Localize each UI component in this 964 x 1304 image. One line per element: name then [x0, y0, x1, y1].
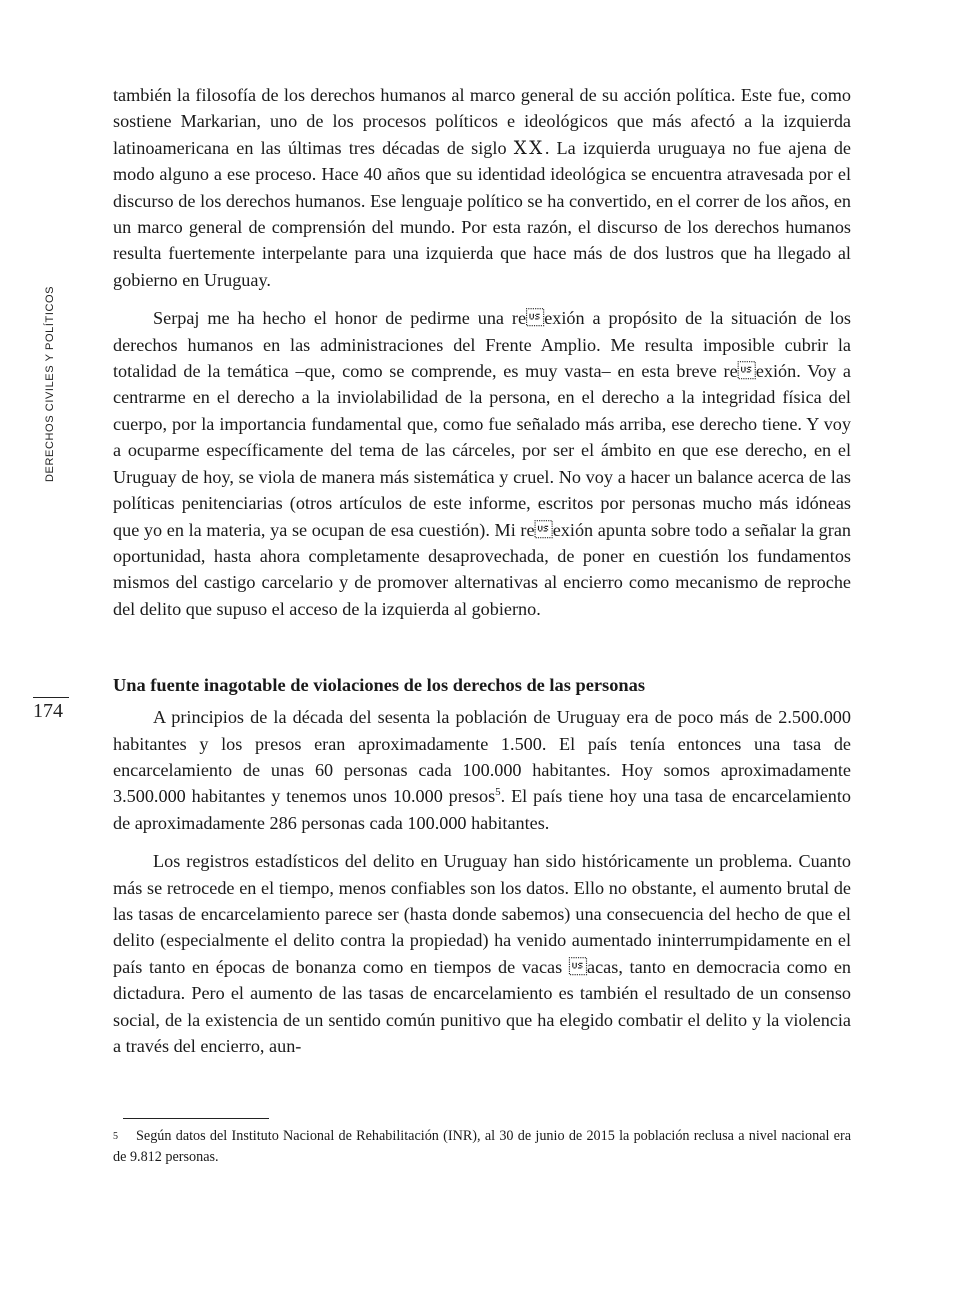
paragraph-3	[113, 704, 851, 836]
section-running-head: DERECHOS CIVILES Y POLÍTICOS	[44, 285, 56, 482]
paragraph-1: también la filosofía de los derechos humanos al marco general de su acción política. Este fue, como sostiene Markarian, uno de los procesos políticos e ideológicos que más afectó a la izquierda latinoamericana en las últimas tres décadas de siglo ⅩⅩ. La izquierda uruguaya no fue ajena de modo alguno a ese proceso. Hace 40 años que su identidad ideológica se encuentra atravesada por el discurso de los derechos humanos. Ese lenguaje político se ha convertido, en el correr de los años, en un marco general de comprensión del mundo. Por esta razón, el discurso de los derechos humanos resulta fuertemente interpelante para una izquierda que hace más de dos lustros que ha llegado al gobierno en Uruguay.	[113, 85, 851, 290]
section-heading: Una fuente inagotable de violaciones de los derechos de las personas	[113, 675, 645, 696]
footnote-text: Según datos del Instituto Nacional de Rehabilitación (INR), al 30 de junio de 2015 la población reclusa a nivel nacional era de 9.812 personas.	[113, 1128, 851, 1165]
footnote-divider	[123, 1118, 269, 1119]
body-text	[113, 82, 851, 1059]
footnote-marker: 5	[113, 1131, 118, 1142]
paragraph-3-text-b: . El país tiene hoy una tasa de encarcelamiento de aproximadamente 286 personas cada 100.000 habitantes.	[113, 786, 851, 833]
paragraph-2: Serpaj me ha hecho el honor de pedirme una re exión a propósito de la situación de los derechos humanos en las administraciones del Frente Amplio. Me resulta imposible cubrir la totalidad de la temática –que, como se comprende, es muy vasta– en esta breve re exión. Voy a centrarme en el derecho a la inviolabilidad de la persona, en el derecho a la integridad física del cuerpo, por la importancia fundamental que, como fue señalado más arriba, ese derecho tiene. Y voy a ocuparme específicamente del tema de las cárceles, por ser el ámbito en que ese derecho, en el Uruguay de hoy, se viola de manera más sistemática y cruel. No voy a hacer un balance acerca de las políticas penitenciarias (otros artículos de este informe, escritos por personas mucho más idóneas que yo en la materia, ya se ocupan de esa cuestión). Mi re exión apunta sobre todo a señalar la gran oportunidad, hasta ahora completamente desaprovechada, de poner en cuestión los fundamentos mismos del castigo carcelario y de promover alternativas al encierro como mecanismo de reproche del delito que supuso el acceso de la izquierda al gobierno.	[113, 308, 851, 619]
page-number: 174	[33, 697, 69, 723]
footnote	[113, 1126, 851, 1168]
paragraph-4: Los registros estadísticos del delito en Uruguay han sido históricamente un problema. Cuanto más se retrocede en el tiempo, menos confiables son los datos. Ello no obstante, el aumento brutal de las tasas de encarcelamiento parece ser (hasta donde sabemos) una consecuencia del hecho de que el delito (especialmente el delito contra la propiedad) ha venido aumentado ininterrumpidamente en el país tanto en épocas de bonanza como en tiempos de vacas acas, tanto en democracia como en dictadura. Pero el aumento de las tasas de encarcelamiento es también el resultado de un consenso social, de la existencia de un sentido común punitivo que ha elegido combatir el delito y la violencia a través del encierro, aun-	[113, 851, 851, 1056]
footnote-reference[interactable]: 5	[495, 786, 501, 799]
paragraph-3-text-a: A principios de la década del sesenta la población de Uruguay era de poco más de 2.500.000 habitantes y los presos eran aproximadamente 1.500. El país tenía entonces una tasa de encarcelamiento de unas 60 personas cada 100.000 habitantes. Hoy somos aproximadamente 3.500.000 habitantes y tenemos unos 10.000 presos	[113, 707, 851, 807]
